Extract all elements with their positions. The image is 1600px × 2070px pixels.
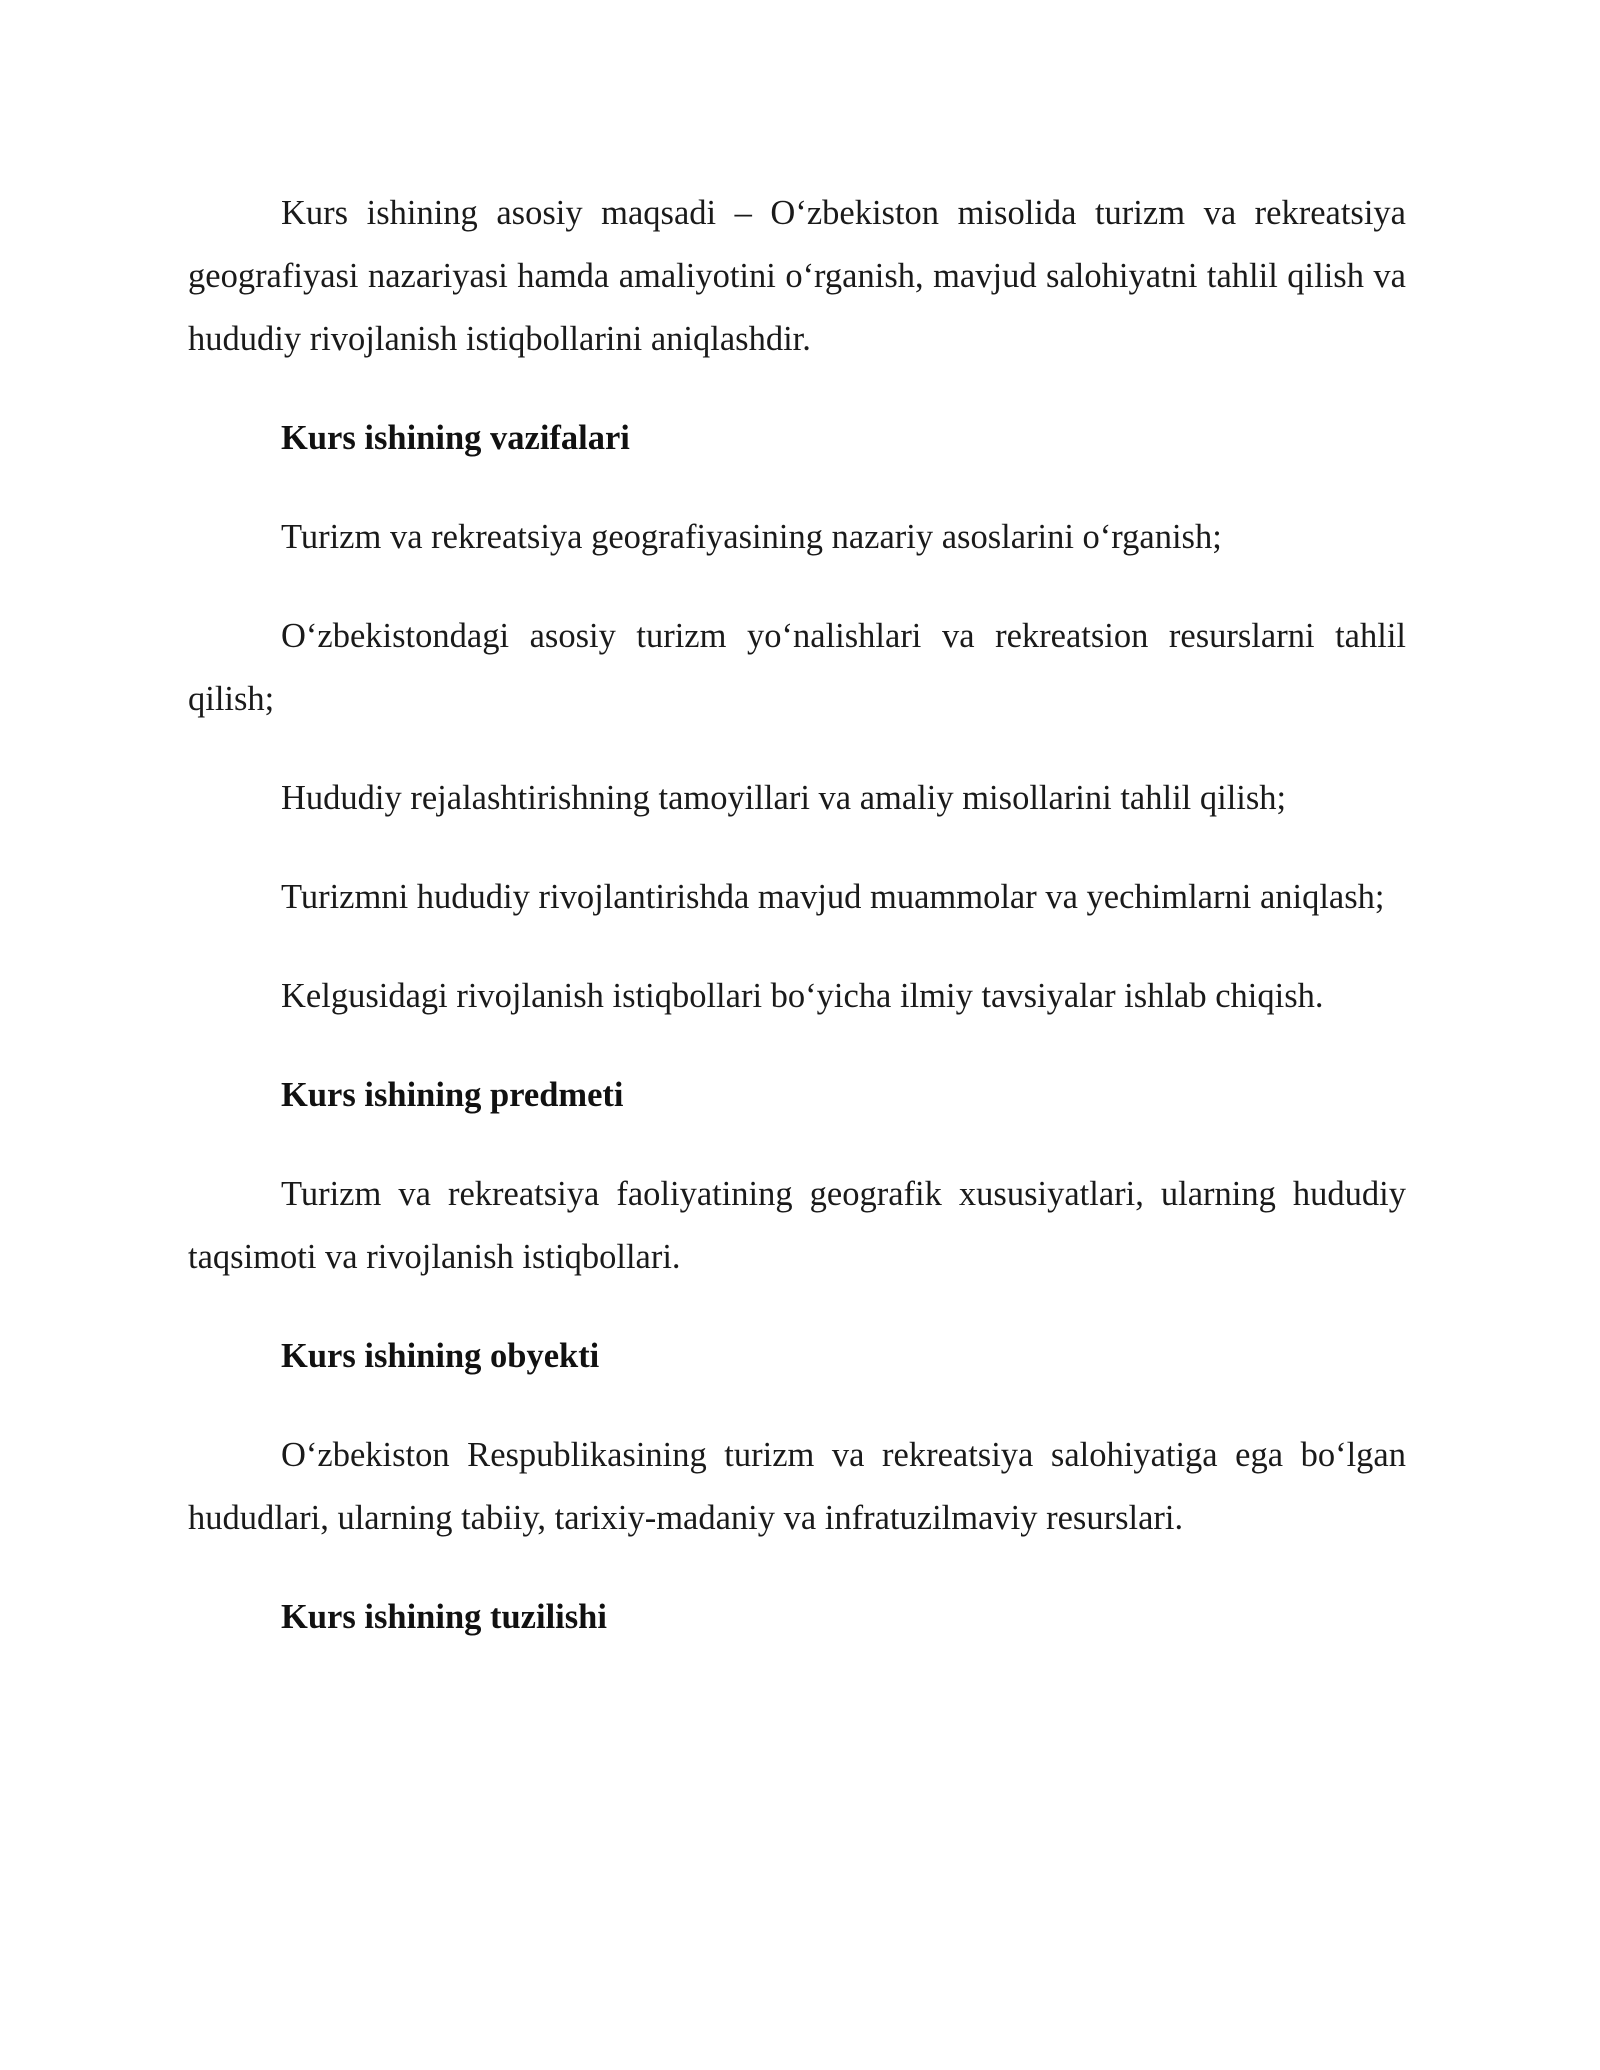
intro-paragraph: Kurs ishining asosiy maqsadi – O‘zbekiston misolida turizm va rekreatsiya geografiyasi nazariyasi hamda amaliyotini o‘rganish, mavjud salohiyatni tahlil qilish va hududiy rivojlanish istiqbollarini aniqlashdir. (188, 194, 1406, 358)
tasks-heading: Kurs ishining vazifalari (281, 419, 630, 457)
task-item: Hududiy rejalashtirishning tamoyillari va amaliy misollarini tahlil qilish; (281, 779, 1287, 817)
document-body (188, 182, 1406, 1649)
object-heading: Kurs ishining obyekti (281, 1337, 600, 1375)
task-item: Turizm va rekreatsiya geografiyasining nazariy asoslarini o‘rganish; (281, 518, 1222, 556)
task-item: Turizmni hududiy rivojlantirishda mavjud muammolar va yechimlarni aniqlash; (281, 878, 1385, 916)
task-item: Kelgusidagi rivojlanish istiqbollari bo‘yicha ilmiy tavsiyalar ishlab chiqish. (281, 977, 1324, 1015)
task-item: O‘zbekistondagi asosiy turizm yo‘nalishlari va rekreatsion resurslarni tahlil qilish; (188, 617, 1406, 718)
object-paragraph: O‘zbekiston Respublikasining turizm va rekreatsiya salohiyatiga ega bo‘lgan hududlari, ularning tabiiy, tarixiy-madaniy va infratuzilmaviy resurslari. (188, 1436, 1406, 1537)
subject-heading: Kurs ishining predmeti (281, 1076, 624, 1114)
subject-paragraph: Turizm va rekreatsiya faoliyatining geografik xususiyatlari, ularning hududiy taqsimoti va rivojlanish istiqbollari. (188, 1175, 1406, 1276)
structure-heading: Kurs ishining tuzilishi (281, 1598, 607, 1636)
